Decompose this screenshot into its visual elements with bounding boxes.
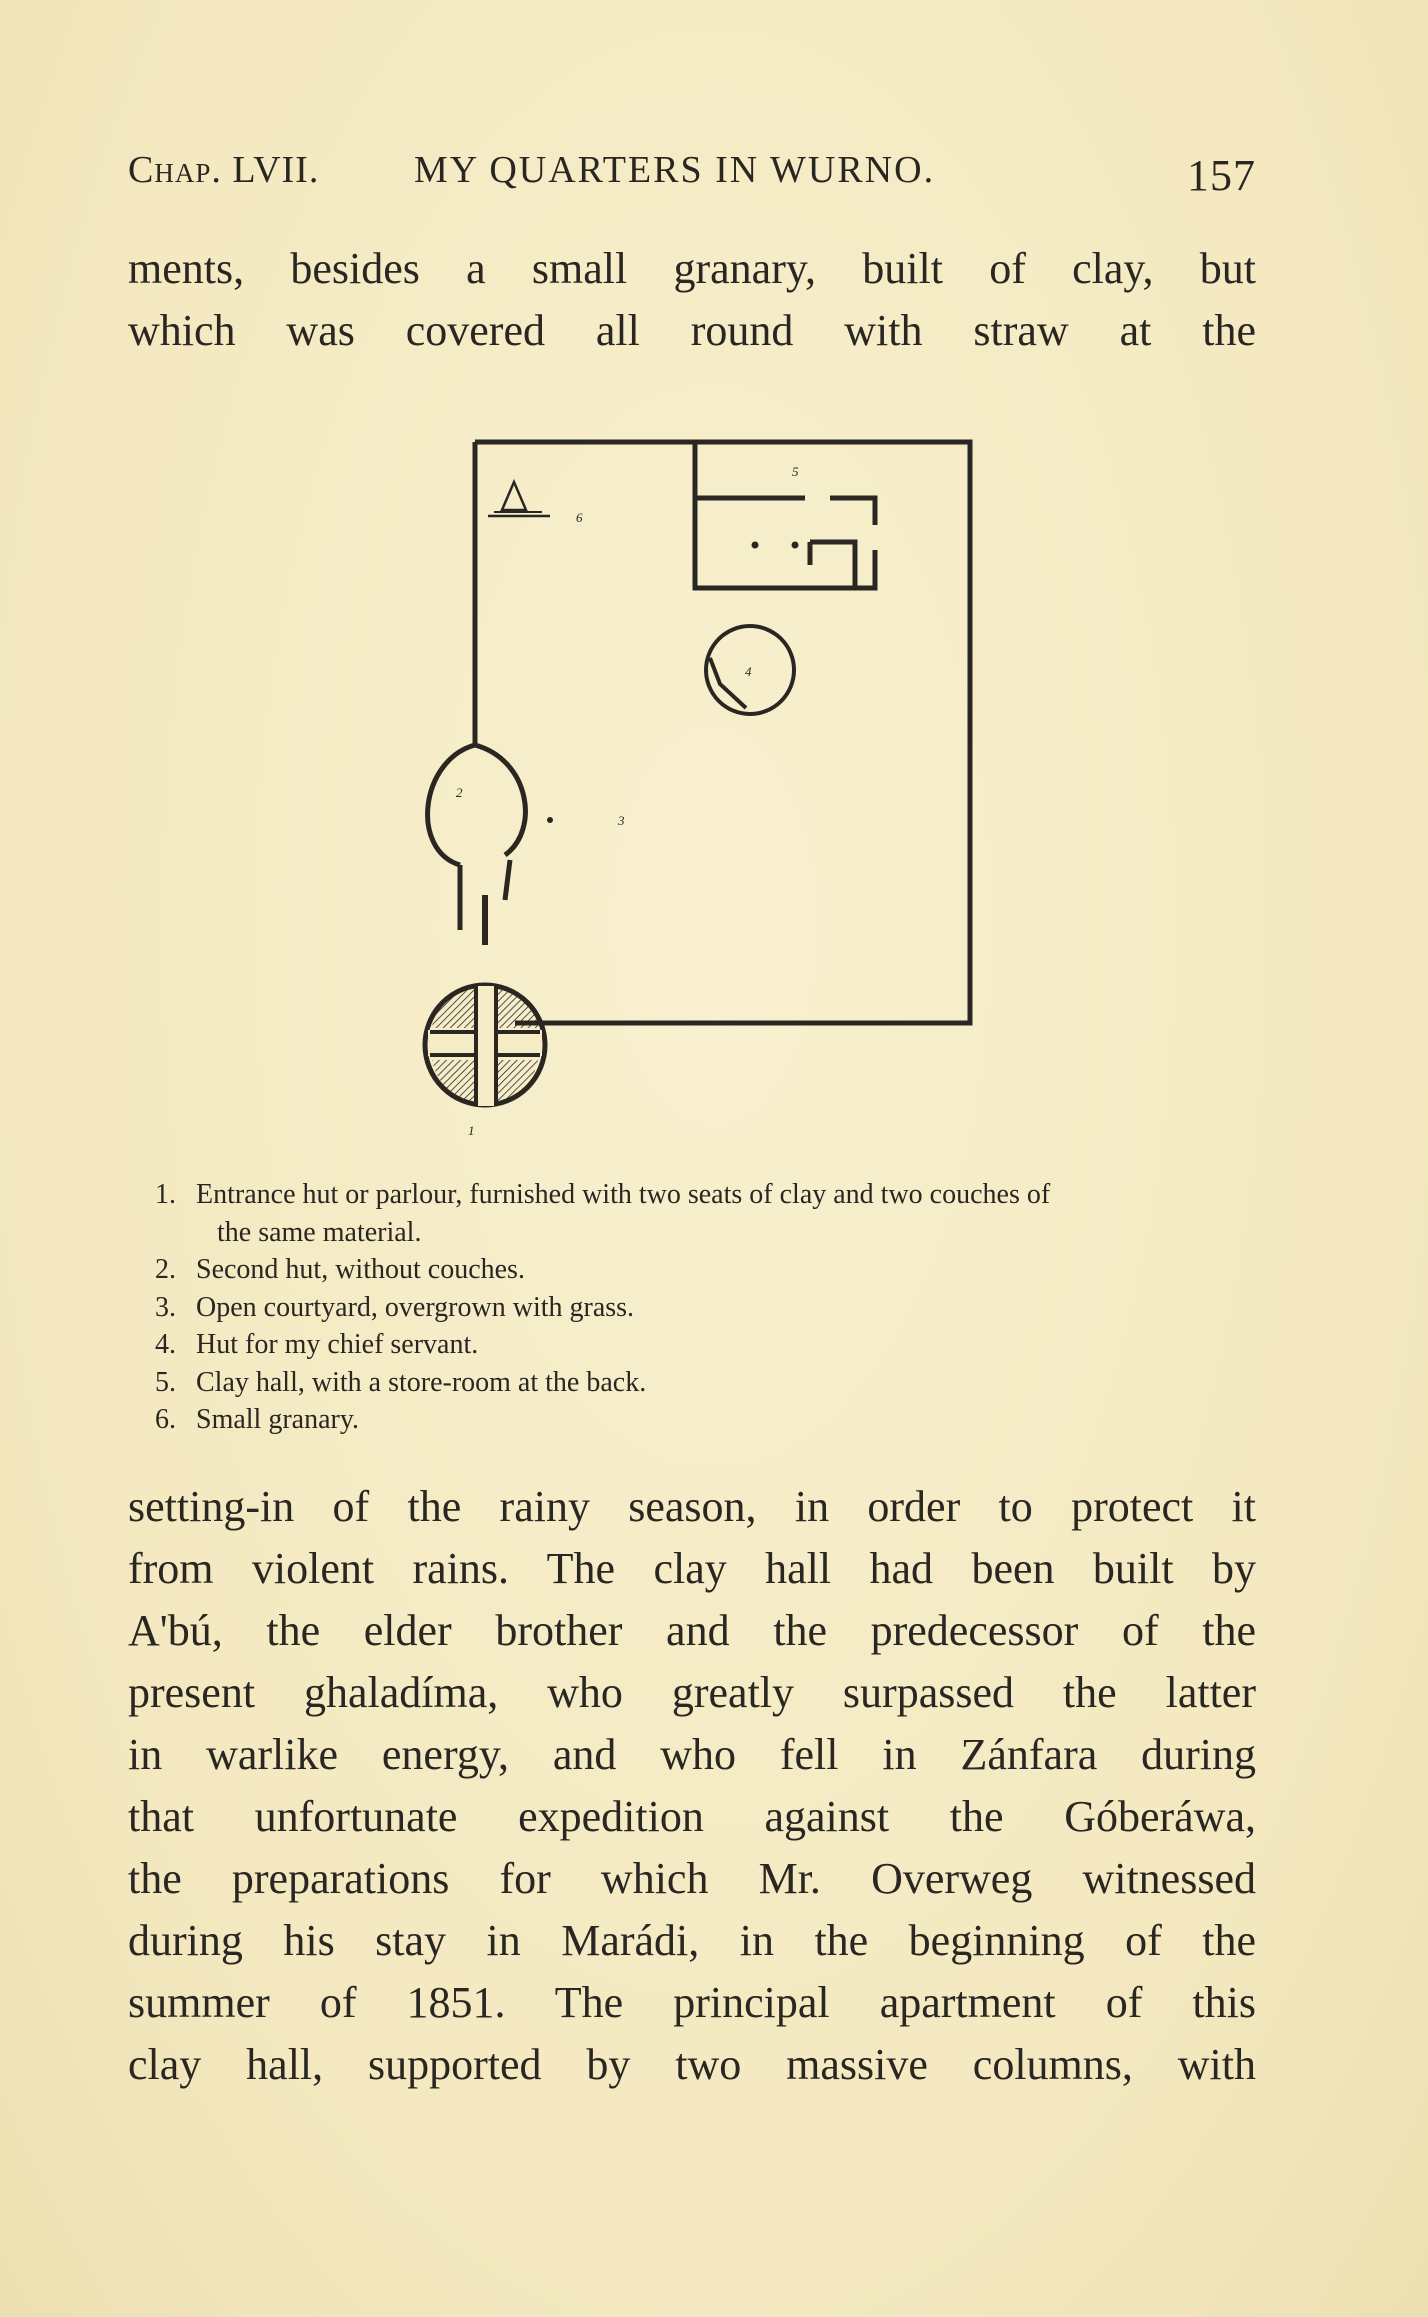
legend-item bbox=[155, 1326, 1255, 1364]
plan-label-2: 2 bbox=[456, 785, 463, 800]
plan-dots bbox=[547, 542, 799, 824]
paragraph-bottom bbox=[128, 1476, 1256, 2096]
paragraph-top bbox=[128, 238, 1256, 362]
legend-continuation: the same material. bbox=[217, 1216, 422, 1248]
plan-label-6: 6 bbox=[576, 510, 583, 525]
plan-label-3: 3 bbox=[618, 813, 625, 828]
plan-label-5: 5 bbox=[792, 464, 799, 479]
text-line: the preparations for which Mr. Overweg witnessed bbox=[128, 1854, 1256, 1903]
legend-number: 6. bbox=[155, 1404, 176, 1435]
legend-item bbox=[155, 1364, 1255, 1402]
diagram-legend bbox=[155, 1176, 1255, 1439]
legend-number: 5. bbox=[155, 1366, 176, 1398]
legend-item bbox=[155, 1289, 1255, 1327]
legend-text: Clay hall, with a store-room at the back. bbox=[196, 1366, 647, 1398]
legend-number: 2. bbox=[155, 1254, 176, 1285]
legend-text: Second hut, without couches. bbox=[196, 1254, 525, 1285]
plan-label-1: 1 bbox=[468, 1123, 475, 1138]
text-line: which was covered all round with straw at the bbox=[128, 306, 1256, 355]
running-title: MY QUARTERS IN WURNO. bbox=[414, 149, 936, 191]
legend-text: Small granary. bbox=[196, 1404, 360, 1435]
text-line: that unfortunate expedition against the Góberáwa, bbox=[128, 1792, 1256, 1841]
text-line: setting-in of the rainy season, in order to protect it bbox=[128, 1482, 1256, 1531]
legend-text: Entrance hut or parlour, furnished with two seats of clay and two couches of bbox=[196, 1179, 1051, 1210]
text-line: present ghaladíma, who greatly surpassed the latter bbox=[128, 1668, 1256, 1717]
plan-label-4: 4 bbox=[745, 664, 752, 679]
page-number: 157 bbox=[1187, 151, 1256, 200]
legend-text: Open courtyard, overgrown with grass. bbox=[196, 1291, 635, 1323]
floor-plan-diagram bbox=[390, 430, 1010, 1150]
text-line: A'bú, the elder brother and the predecessor of the bbox=[128, 1606, 1256, 1655]
legend-item bbox=[155, 1251, 1255, 1289]
text-line: during his stay in Marádi, in the beginning of the bbox=[128, 1916, 1256, 1965]
text-line: in warlike energy, and who fell in Zánfara during bbox=[128, 1730, 1256, 1779]
text-line: from violent rains. The clay hall had been built by bbox=[128, 1544, 1256, 1593]
text-line: ments, besides a small granary, built of clay, but bbox=[128, 244, 1256, 293]
legend-number: 4. bbox=[155, 1329, 176, 1360]
running-head bbox=[128, 148, 1256, 208]
chapter-label: Chap. LVII. bbox=[128, 149, 320, 191]
legend-item bbox=[155, 1401, 1255, 1439]
text-line: summer of 1851. The principal apartment of this bbox=[128, 1978, 1256, 2027]
legend-number: 1. bbox=[155, 1179, 176, 1210]
legend-text: Hut for my chief servant. bbox=[196, 1329, 479, 1360]
legend-item bbox=[155, 1176, 1255, 1214]
text-line: clay hall, supported by two massive columns, with bbox=[128, 2040, 1256, 2089]
legend-number: 3. bbox=[155, 1291, 176, 1323]
